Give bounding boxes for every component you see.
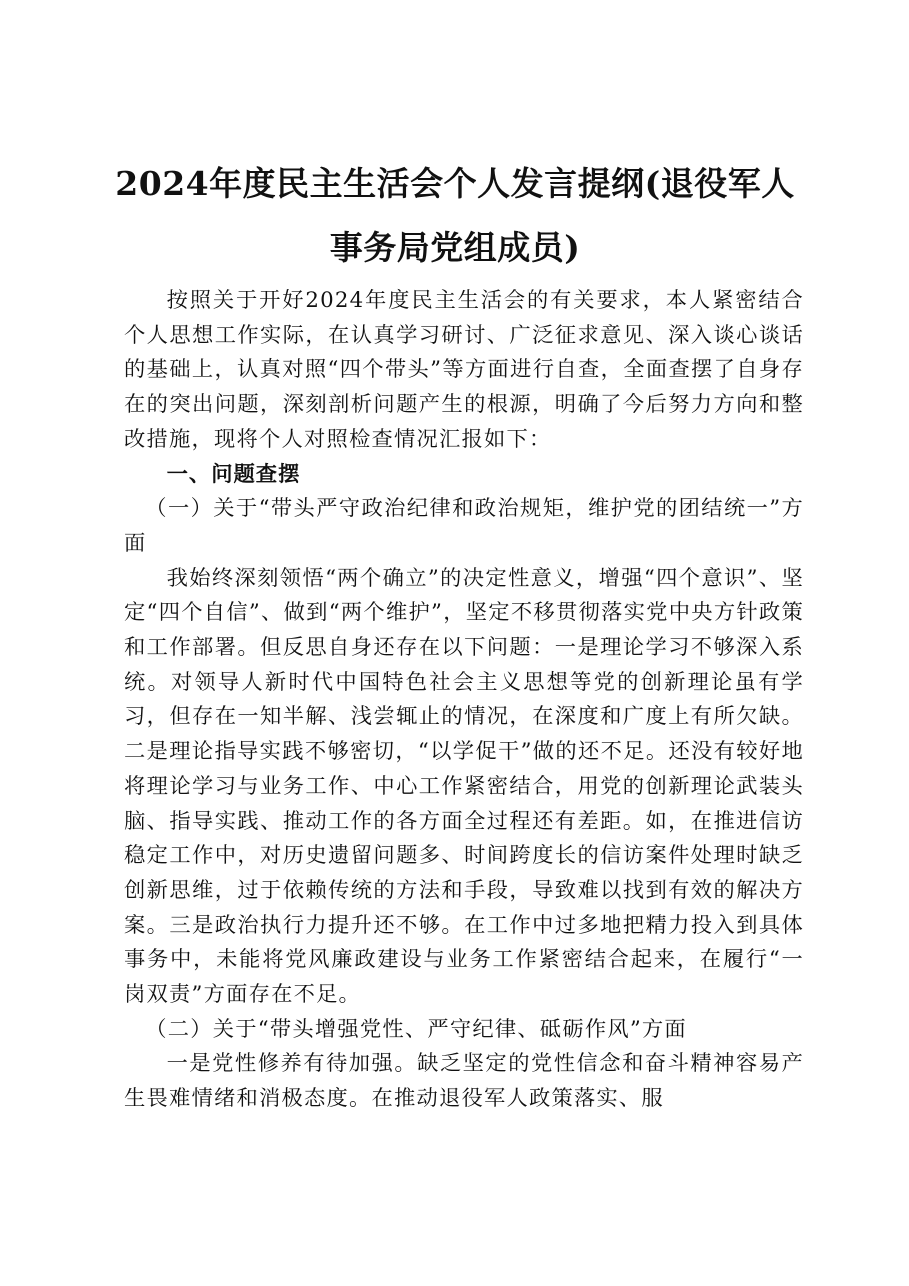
document-title-line-1: 2024年度民主生活会个人发言提纲(退役军人 [115, 164, 795, 203]
subsection-1-paragraph: 我始终深刻领悟“两个确立”的决定性意义，增强“四个意识”、坚定“四个自信”、做到“两个维护”，坚定不移贯彻落实党中央方针政策和工作部署。但反思自身还存在以下问题：一是理论学习不够深入系统。对领导人新时代中国特色社会主义思想等党的创新理论虽有学习，但存在一知半解、浅尝辄止的情况，在深度和广度上有所欠缺。二是理论指导实践不够密切，“以学促干”做的还不足。还没有较好地将理论学习与业务工作、中心工作紧密结合，用党的创新理论武装头脑、指导实践、推动工作的各方面全过程还有差距。如，在推进信访稳定工作中，对历史遗留问题多、时间跨度长的信访案件处理时缺乏创新思维，过于依赖传统的方法和手段，导致难以找到有效的解决方案。三是政治执行力提升还不够。在工作中过多地把精力投入到具体事务中，未能将党风廉政建设与业务工作紧密结合起来，在履行“一岗双责”方面存在不足。 [124, 565, 804, 1008]
subsection-heading-2: （二）关于“带头增强党性、严守纪律、砥砺作风”方面 [145, 1016, 687, 1042]
subsection-2-paragraph: 一是党性修养有待加强。缺乏坚定的党性信念和奋斗精神容易产生畏难情绪和消极态度。在推动退役军人政策落实、服 [124, 1051, 804, 1112]
intro-paragraph: 按照关于开好2024年度民主生活会的有关要求，本人紧密结合个人思想工作实际，在认真学习研讨、广泛征求意见、深入谈心谈话的基础上，认真对照“四个带头”等方面进行自查，全面查摆了自身存在的突出问题，深刻剖析问题产生的根源，明确了今后努力方向和整改措施，现将个人对照检查情况汇报如下： [124, 288, 804, 452]
document-body [124, 284, 804, 1117]
document-title-line-2: 事务局党组成员) [329, 228, 581, 267]
subsection-heading-1: （一）关于“带头严守政治纪律和政治规矩，维护党的团结统一”方面 [124, 496, 804, 556]
section-heading-problems: 一、问题查摆 [166, 461, 301, 487]
